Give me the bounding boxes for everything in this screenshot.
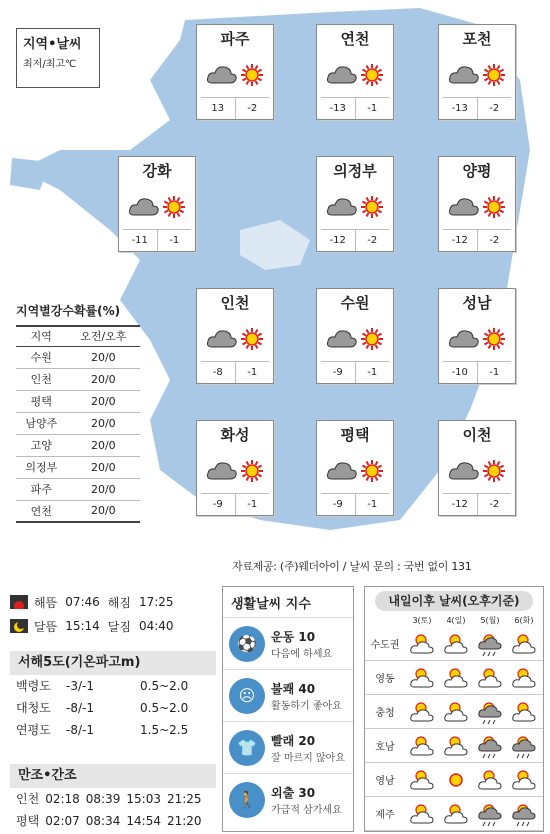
life-item-desc: 활동하기 좋아요	[271, 700, 342, 712]
high-temp: -1	[367, 103, 378, 114]
region-name: 영남	[375, 776, 395, 787]
forecast-cell	[439, 731, 473, 761]
sun-icon	[360, 195, 384, 219]
life-title: 생활날씨 지수	[231, 597, 311, 612]
cloud-sun-icon	[410, 767, 434, 793]
cloud-icon	[206, 63, 238, 87]
cloud-icon	[326, 63, 358, 87]
low-temp: -13	[321, 98, 356, 119]
cloud-sun-icon	[444, 733, 468, 759]
rain-header-region: 지역	[16, 326, 67, 346]
tomorrow-days	[365, 615, 543, 627]
forecast-cell	[405, 799, 439, 829]
weather-icons	[197, 53, 273, 97]
tide-place: 인천	[16, 792, 40, 806]
runner-icon: ⚽	[229, 626, 265, 662]
temperature-row	[321, 493, 389, 515]
rain-region: 인천	[16, 368, 67, 390]
rain-value: 20/0	[67, 478, 140, 500]
day-label: 5(월)	[480, 616, 500, 625]
sun-icon	[444, 767, 468, 793]
tide-time: 21:25	[166, 792, 202, 806]
rain-value: 20/0	[67, 346, 140, 368]
city-card	[438, 24, 516, 120]
rain-value: 20/0	[67, 390, 140, 412]
cloud-rain-icon	[478, 801, 502, 827]
island-wave: 0.5~2.0	[140, 679, 189, 693]
sunrise-icon	[10, 595, 28, 609]
weather-icons	[439, 317, 515, 361]
island-wave: 0.5~2.0	[140, 701, 189, 715]
weather-icons	[317, 449, 393, 493]
cloud-icon	[326, 195, 358, 219]
weather-icons	[317, 317, 393, 361]
rain-value: 20/0	[67, 368, 140, 390]
cloud-sun-icon	[410, 699, 434, 725]
tide-time: 02:18	[45, 792, 80, 806]
cloud-sun-icon	[444, 699, 468, 725]
city-name: 포천	[462, 30, 492, 48]
cloud-sun-icon	[512, 699, 536, 725]
forecast-cell	[405, 663, 439, 693]
tomorrow-forecast	[364, 586, 544, 832]
day-label: 3(토)	[412, 616, 432, 625]
tide-times	[10, 764, 216, 832]
city-name: 수원	[340, 294, 370, 312]
low-temp: -9	[321, 362, 356, 383]
weather-icons	[439, 185, 515, 229]
sun-icon	[482, 327, 506, 351]
rain-value: 20/0	[67, 434, 140, 456]
island-temp: -8/-1	[66, 723, 94, 737]
cloud-rain-icon	[478, 733, 502, 759]
high-temp: -2	[489, 499, 500, 510]
temperature-row	[443, 97, 511, 119]
cloud-rain-icon	[512, 801, 536, 827]
cloud-sun-icon	[512, 767, 536, 793]
forecast-cell	[507, 731, 541, 761]
city-name: 이천	[462, 426, 492, 444]
forecast-cell	[507, 663, 541, 693]
sunrise-time: 07:46	[65, 595, 100, 609]
tide-time: 15:03	[126, 792, 161, 806]
legend-title: 지역•날씨	[23, 37, 82, 52]
forecast-cell	[473, 629, 507, 659]
face-icon: ☹	[229, 678, 265, 714]
moonrise-icon	[10, 619, 28, 633]
forecast-cell	[507, 697, 541, 727]
city-name: 의정부	[333, 162, 377, 180]
low-temp: -10	[443, 362, 478, 383]
day-label: 6(화)	[514, 616, 534, 625]
rain-region: 수원	[16, 346, 67, 368]
weather-icons	[119, 185, 195, 229]
forecast-row	[365, 627, 543, 661]
forecast-cell	[439, 799, 473, 829]
region-name: 호남	[375, 742, 395, 753]
cloud-sun-icon	[410, 733, 434, 759]
region-name: 제주	[375, 810, 395, 821]
life-item-name: 불쾌 40	[271, 681, 316, 696]
temperature-row	[321, 361, 389, 383]
temperature-row	[443, 493, 511, 515]
high-temp: -1	[169, 235, 180, 246]
forecast-cell	[473, 799, 507, 829]
cloud-sun-icon	[410, 801, 434, 827]
high-temp: -1	[247, 367, 258, 378]
weather-icons	[197, 449, 273, 493]
rain-region: 의정부	[16, 456, 67, 478]
weather-icons	[439, 449, 515, 493]
forecast-cell	[473, 731, 507, 761]
region-name: 충청	[375, 708, 395, 719]
cloud-rain-icon	[478, 699, 502, 725]
city-card	[438, 156, 516, 252]
low-temp: -11	[123, 230, 158, 251]
forecast-cell	[405, 765, 439, 795]
moonset-time: 04:40	[138, 619, 174, 633]
life-item-exercise	[223, 617, 353, 669]
source-credit: 자료제공: (주)웨더아이 / 날씨 문의 : 국번 없이 131	[232, 560, 472, 573]
cloud-icon	[326, 459, 358, 483]
sun-icon	[240, 327, 264, 351]
city-card	[196, 420, 274, 516]
low-temp: -8	[201, 362, 236, 383]
life-item-laundry	[223, 721, 353, 773]
city-card	[316, 24, 394, 120]
walking-icon: 🚶	[229, 782, 265, 818]
sun-icon	[240, 63, 264, 87]
temperature-row	[321, 97, 389, 119]
cloud-icon	[206, 327, 238, 351]
low-temp: -9	[201, 494, 236, 515]
high-temp: -1	[367, 367, 378, 378]
cloud-rain-icon	[512, 733, 536, 759]
tomorrow-title: 내일이후 날씨(오후기준)	[375, 591, 533, 611]
rain-region: 파주	[16, 478, 67, 500]
rain-region: 남양주	[16, 412, 67, 434]
sunset-time: 17:25	[138, 595, 174, 609]
forecast-cell	[507, 765, 541, 795]
cloud-icon	[128, 195, 160, 219]
shirt-icon: 👕	[229, 730, 265, 766]
city-name: 성남	[462, 294, 492, 312]
moonrise-label: 달뜸	[34, 619, 58, 634]
rain-table-title: 지역별강수확률(%)	[16, 304, 121, 318]
sun-icon	[240, 459, 264, 483]
life-item-name: 빨래 20	[271, 733, 316, 748]
sun-icon	[482, 459, 506, 483]
forecast-cell	[439, 663, 473, 693]
legend-subtitle: 최저/최고℃	[23, 59, 77, 70]
cloud-sun-icon	[512, 665, 536, 691]
weather-icons	[317, 185, 393, 229]
life-item-discomfort	[223, 669, 353, 721]
low-temp: 13	[201, 98, 236, 119]
forecast-cell	[439, 765, 473, 795]
rain-region: 연천	[16, 500, 67, 522]
forecast-row	[365, 695, 543, 729]
weather-icons	[317, 53, 393, 97]
life-item-outing	[223, 773, 353, 825]
temperature-row	[443, 229, 511, 251]
high-temp: -2	[247, 103, 258, 114]
high-temp: -1	[367, 499, 378, 510]
tide-time: 21:20	[166, 814, 202, 828]
sun-icon	[162, 195, 186, 219]
rain-value: 20/0	[67, 500, 140, 522]
forecast-row	[365, 729, 543, 763]
city-card	[316, 156, 394, 252]
high-temp: -1	[489, 367, 500, 378]
tide-time: 02:07	[45, 814, 80, 828]
forecast-cell	[507, 799, 541, 829]
cloud-sun-icon	[444, 801, 468, 827]
island-name: 백령도	[16, 679, 51, 693]
life-item-desc: 다음에 하세요	[271, 648, 333, 660]
city-card	[196, 288, 274, 384]
sun-icon	[482, 195, 506, 219]
city-card	[316, 288, 394, 384]
life-item-name: 운동 10	[271, 629, 316, 644]
life-item-desc: 가급적 삼가세요	[271, 804, 342, 816]
city-name: 파주	[220, 30, 250, 48]
life-item-desc: 잘 마르지 않아요	[271, 752, 345, 764]
rain-value: 20/0	[67, 456, 140, 478]
city-name: 평택	[340, 426, 370, 444]
sun-icon	[360, 459, 384, 483]
city-card	[196, 24, 274, 120]
sun-icon	[360, 327, 384, 351]
high-temp: -2	[489, 235, 500, 246]
sunrise-label: 해뜸	[34, 595, 58, 610]
temperature-row	[321, 229, 389, 251]
city-card	[316, 420, 394, 516]
life-item-name: 외출 30	[271, 785, 316, 800]
temperature-row	[201, 97, 269, 119]
city-name: 화성	[220, 426, 250, 444]
forecast-cell	[405, 629, 439, 659]
low-temp: -9	[321, 494, 356, 515]
cloud-sun-icon	[410, 631, 434, 657]
rain-probability-table	[16, 302, 140, 523]
island-wave: 1.5~2.5	[140, 723, 189, 737]
cloud-sun-icon	[444, 665, 468, 691]
region-name: 수도권	[370, 640, 400, 651]
weather-icons	[197, 317, 273, 361]
high-temp: -2	[489, 103, 500, 114]
cloud-sun-icon	[478, 665, 502, 691]
city-name: 연천	[340, 30, 370, 48]
island-temp: -8/-1	[66, 701, 94, 715]
low-temp: -12	[443, 230, 478, 251]
forecast-cell	[405, 731, 439, 761]
cloud-sun-icon	[410, 665, 434, 691]
high-temp: -1	[247, 499, 258, 510]
island-name: 연평도	[16, 723, 51, 737]
weather-icons	[439, 53, 515, 97]
forecast-cell	[473, 697, 507, 727]
cloud-sun-icon	[478, 767, 502, 793]
sun-icon	[360, 63, 384, 87]
rain-header-ampm: 오전/오후	[67, 326, 140, 346]
forecast-cell	[405, 697, 439, 727]
forecast-cell	[473, 663, 507, 693]
map-legend	[16, 28, 100, 88]
city-card	[438, 288, 516, 384]
cloud-icon	[206, 459, 238, 483]
sunset-label: 해짐	[107, 595, 131, 610]
rain-region: 고양	[16, 434, 67, 456]
region-name: 영동	[375, 674, 395, 685]
sun-icon	[482, 63, 506, 87]
cloud-icon	[448, 459, 480, 483]
tide-time: 14:54	[126, 814, 161, 828]
city-card	[118, 156, 196, 252]
cloud-rain-icon	[478, 631, 502, 657]
rain-region: 평택	[16, 390, 67, 412]
cloud-sun-icon	[512, 631, 536, 657]
island-temp: -3/-1	[66, 679, 94, 693]
low-temp: -12	[321, 230, 356, 251]
moonset-label: 달짐	[107, 619, 131, 634]
forecast-row	[365, 797, 543, 831]
tide-title: 만조•간조	[10, 764, 216, 788]
temperature-row	[443, 361, 511, 383]
forecast-row	[365, 661, 543, 695]
city-name: 양평	[462, 162, 492, 180]
cloud-icon	[448, 63, 480, 87]
forecast-row	[365, 763, 543, 797]
west-sea-islands	[10, 651, 216, 741]
high-temp: -2	[367, 235, 378, 246]
tide-place: 평택	[16, 814, 40, 828]
city-card	[438, 420, 516, 516]
tide-time: 08:34	[85, 814, 121, 828]
life-weather-index	[222, 586, 354, 832]
city-name: 인천	[220, 294, 250, 312]
forecast-cell	[473, 765, 507, 795]
cloud-icon	[448, 327, 480, 351]
rain-value: 20/0	[67, 412, 140, 434]
tide-time: 08:39	[85, 792, 121, 806]
temperature-row	[123, 229, 191, 251]
island-name: 대청도	[16, 701, 51, 715]
cloud-icon	[448, 195, 480, 219]
low-temp: -13	[443, 98, 478, 119]
sea-title: 서해5도(기온파고m)	[10, 651, 216, 675]
city-name: 강화	[142, 162, 172, 180]
moonrise-time: 15:14	[65, 619, 100, 633]
temperature-row	[201, 361, 269, 383]
forecast-cell	[439, 629, 473, 659]
cloud-sun-icon	[444, 631, 468, 657]
temperature-row	[201, 493, 269, 515]
cloud-icon	[326, 327, 358, 351]
day-label: 4(일)	[446, 616, 466, 625]
sun-moon-times	[10, 590, 216, 638]
forecast-cell	[507, 629, 541, 659]
forecast-cell	[439, 697, 473, 727]
low-temp: -12	[443, 494, 478, 515]
